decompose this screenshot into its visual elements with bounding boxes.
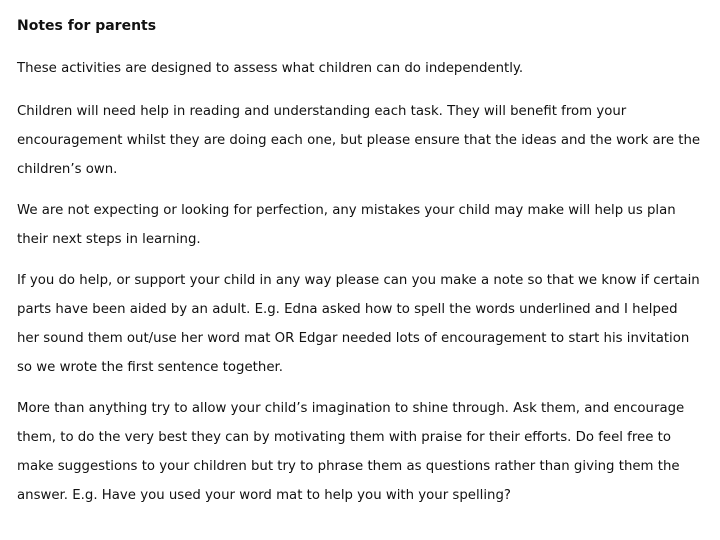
paragraph-support-note: If you do help, or support your child in any way please can you make a note so that we know if certain parts have been aided by an adult. E.g. Edna asked how to spell the words underlined and I helped her sound them out/use her word mat OR Edgar needed lots of encouragement to start his invitation so we wrote the first sentence together. — [17, 273, 700, 375]
paragraph-help-needed: Children will need help in reading and understanding each task. They will benefit from your encouragement whilst they are doing each one, but please ensure that the ideas and the work are the children’s own. — [17, 104, 701, 177]
paragraph-purpose: These activities are designed to assess what children can do independently. — [17, 61, 524, 76]
paragraph-imagination: More than anything try to allow your child’s imagination to shine through. Ask them, and encourage them, to do the very best they can by motivating them with praise for their efforts. Do feel free to make suggestions to your children but try to phrase them as questions rather than giving them the answer. E.g. Have you used your word mat to help you with your spelling? — [17, 401, 685, 503]
page-title: Notes for parents — [17, 18, 157, 34]
paragraph-perfection: We are not expecting or looking for perfection, any mistakes your child may make will help us plan their next steps in learning. — [17, 203, 676, 247]
